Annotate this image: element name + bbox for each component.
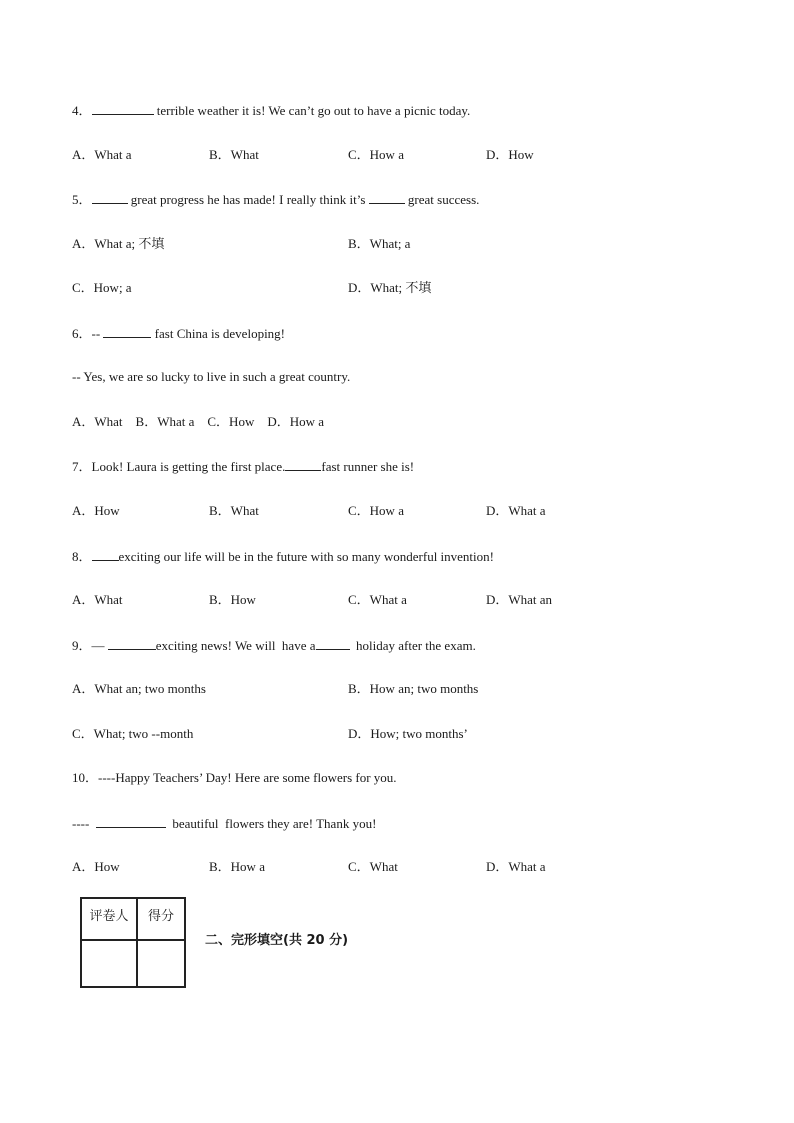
- q5-option-b: B．What; a: [348, 236, 411, 251]
- grader-header: 评卷人: [81, 898, 137, 940]
- section-title: 二、完形填空(共 20 分): [205, 933, 349, 948]
- q7-option-a: A．How: [72, 503, 120, 518]
- q9-option-d: D．How; two months’: [348, 726, 468, 741]
- q8-option-a: A．What: [72, 592, 123, 607]
- q9-option-c: C．What; two --month: [72, 726, 194, 741]
- question-9-stem: 9．— exciting news! We will have a holiday after the exam.: [72, 638, 476, 653]
- question-7-stem: 7．Look! Laura is getting the first place. fast runner she is!: [72, 459, 415, 474]
- q8-option-d: D．What an: [486, 592, 553, 607]
- q4-option-c: C．How a: [348, 147, 404, 162]
- answer-blank: [103, 325, 151, 338]
- q8-option-b: B．How: [209, 592, 256, 607]
- q6-options: A．What B．What a C．How D．How a: [72, 414, 325, 429]
- score-box: [80, 897, 186, 988]
- q8-option-c: C．What a: [348, 592, 407, 607]
- q10-option-b: B．How a: [209, 859, 265, 874]
- question-4-stem: 4． terrible weather it is! We can’t go out to have a picnic today.: [72, 103, 471, 118]
- question-6-reply: -- Yes, we are so lucky to live in such a great country.: [72, 369, 351, 384]
- q4-option-b: B．What: [209, 147, 259, 162]
- question-10-reply: ---- beautiful flowers they are! Thank you!: [72, 816, 377, 831]
- question-10-stem: 10．----Happy Teachers’ Day! Here are some flowers for you.: [72, 770, 397, 785]
- q7-option-d: D．What a: [486, 503, 546, 518]
- answer-blank: [92, 102, 154, 115]
- q7-option-c: C．How a: [348, 503, 404, 518]
- score-header: 得分: [137, 898, 185, 940]
- answer-blank: [369, 191, 405, 204]
- q4-option-a: A．What a: [72, 147, 132, 162]
- answer-blank: [108, 637, 156, 650]
- q10-option-a: A．How: [72, 859, 120, 874]
- question-8-stem: 8． exciting our life will be in the future with so many wonderful invention!: [72, 549, 494, 564]
- grader-cell: [81, 940, 137, 987]
- q10-option-d: D．What a: [486, 859, 546, 874]
- answer-blank: [92, 548, 119, 561]
- q10-option-c: C．What: [348, 859, 398, 874]
- answer-blank: [285, 458, 321, 471]
- answer-blank: [92, 191, 128, 204]
- answer-blank: [96, 815, 166, 828]
- q9-option-a: A．What an; two months: [72, 681, 206, 696]
- question-6-stem: 6．-- fast China is developing!: [72, 326, 286, 341]
- q4-option-d: D．How: [486, 147, 534, 162]
- question-5-stem: 5． great progress he has made! I really think it’s great success.: [72, 192, 480, 207]
- q5-option-d: D．What; 不填: [348, 280, 432, 295]
- q5-option-a: A．What a; 不填: [72, 236, 165, 251]
- answer-blank: [316, 637, 350, 650]
- q9-option-b: B．How an; two months: [348, 681, 479, 696]
- q7-option-b: B．What: [209, 503, 259, 518]
- q5-option-c: C．How; a: [72, 280, 132, 295]
- score-cell: [137, 940, 185, 987]
